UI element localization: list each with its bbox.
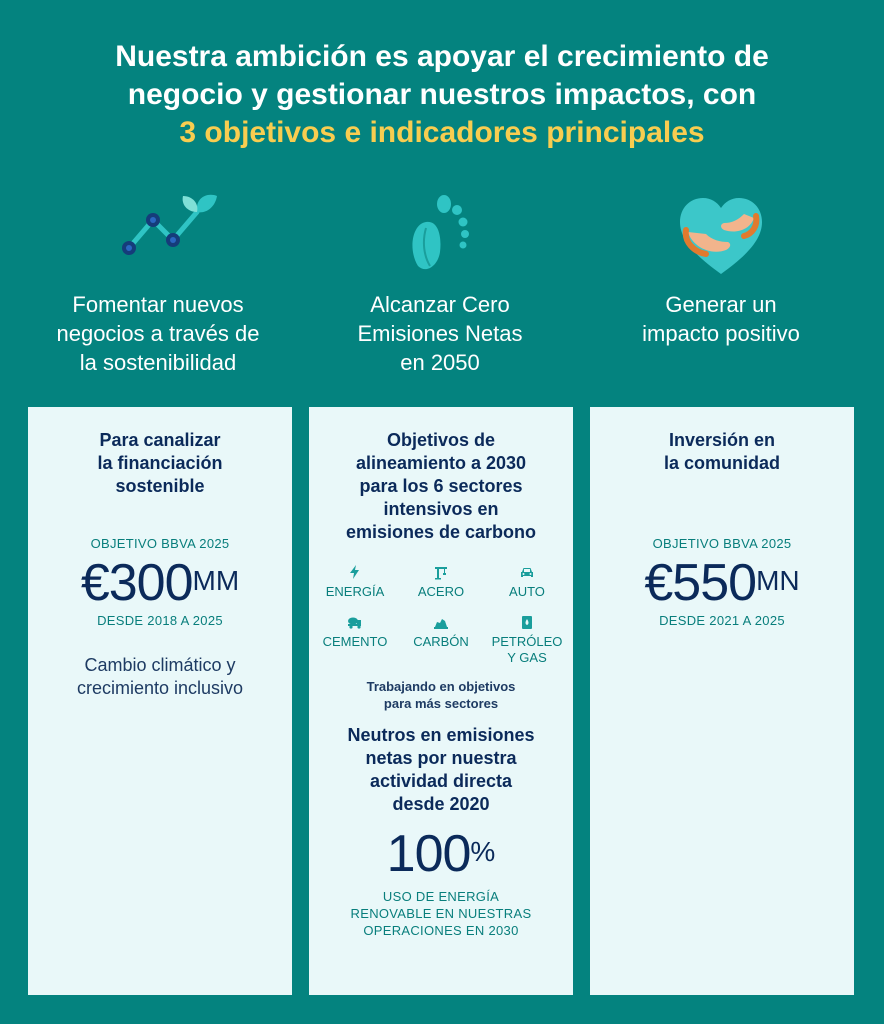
card-description: Cambio climático y crecimiento inclusivo	[76, 655, 244, 698]
heart-hug-icon	[666, 190, 776, 280]
crane-icon	[433, 564, 449, 580]
sector-grid	[309, 564, 573, 666]
target-amount: $€300^{MM}$	[80, 554, 240, 612]
sector-cement: CEMENTO	[312, 614, 398, 666]
amount-unit: MN	[756, 565, 800, 596]
goal-title-business: Fomentar nuevos negocios a través de la sostenibilidad	[56, 292, 260, 375]
coal-icon	[433, 614, 449, 630]
goal-title-impact: Generar un impacto positivo	[642, 292, 800, 346]
oil-can-icon	[519, 614, 535, 630]
percent-unit: %	[470, 836, 496, 867]
sector-coal: CARBÓN	[398, 614, 484, 666]
sector-energy: ENERGÍA	[312, 564, 398, 600]
mixer-truck-icon	[347, 614, 363, 630]
headline-line-2: negocio y gestionar nuestros impactos, con	[127, 78, 757, 111]
card-heading: Inversión en la comunidad	[663, 430, 780, 473]
net-neutral-heading: Neutros en emisiones netas por nuestra actividad directa desde 2020	[347, 725, 535, 814]
goal-title-net-zero: Alcanzar Cero Emisiones Netas en 2050	[357, 292, 523, 375]
card-heading: Objetivos de alineamiento a 2030 para los 6 sectores intensivos en emisiones de carbono	[345, 430, 537, 542]
card-sustainable-finance	[28, 407, 292, 995]
page-headline	[0, 38, 884, 152]
more-sectors-note: Trabajando en objetivos para más sectores	[366, 679, 516, 711]
sector-auto: AUTO	[484, 564, 570, 600]
headline-line-1: Nuestra ambición es apoyar el crecimiento de	[115, 40, 769, 73]
lightning-icon	[347, 564, 363, 580]
target-amount: $€550^{MN}$	[644, 554, 800, 612]
target-label: OBJETIVO BBVA 2025	[652, 536, 792, 551]
renewable-percent: 100%	[386, 825, 496, 883]
target-period: DESDE 2021 A 2025	[659, 613, 785, 628]
card-community	[590, 407, 854, 995]
card-heading: Para canalizar la financiación sostenible	[97, 430, 223, 496]
target-label: OBJETIVO BBVA 2025	[90, 536, 230, 551]
renewable-description: USO DE ENERGÍA RENOVABLE EN NUESTRAS OPERACIONES EN 2030	[350, 889, 532, 938]
footprint-icon	[386, 188, 496, 278]
card-emissions	[309, 407, 573, 995]
sector-steel: ACERO	[398, 564, 484, 600]
growth-chart-icon	[115, 190, 225, 280]
car-icon	[519, 564, 535, 580]
amount-unit: MM	[192, 565, 240, 596]
headline-highlight: 3 objetivos e indicadores principales	[179, 116, 705, 149]
sector-oil-gas: PETRÓLEO Y GAS	[484, 614, 570, 666]
target-period: DESDE 2018 A 2025	[97, 613, 223, 628]
